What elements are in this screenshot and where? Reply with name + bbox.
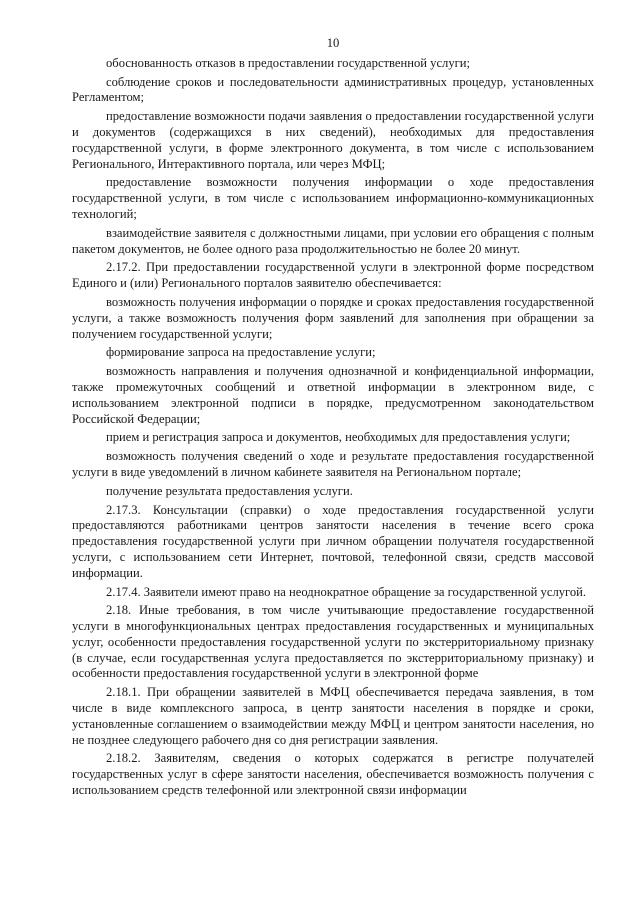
paragraph: 2.18. Иные требования, в том числе учитывающие предоставление государственной услуги в многофункциональных центрах предоставления государственных и муниципальных услуг, особенности предоставления государственной услуги по экстерриториальному признаку (в случае, если государственная услуга предоставляется по экстерриториальному признаку) и особенности предоставления государственной услуги в электронной форме bbox=[72, 603, 594, 681]
paragraph: получение результата предоставления услуги. bbox=[106, 483, 353, 498]
paragraph: 2.18.2. Заявителям, сведения о которых содержатся в регистре получателей государственных услуг в сфере занятости населения, обеспечивается возможность получения с использованием средств телефонной или электронной связи информации bbox=[72, 751, 594, 798]
paragraph: предоставление возможности подачи заявления о предоставлении государственной услуги и документов (содержащихся в них сведений), необходимых для предоставления государственной услуги, в форме электронного документа, в том числе с использованием Регионального, Интерактивного портала, или через МФЦ; bbox=[72, 109, 594, 171]
page-number: 10 bbox=[326, 36, 340, 50]
paragraph: 2.17.4. Заявители имеют право на неоднократное обращение за государственной услугой. bbox=[106, 584, 587, 599]
paragraph: формирование запроса на предоставление услуги; bbox=[106, 345, 376, 360]
paragraph: прием и регистрация запроса и документов, необходимых для предоставления услуги; bbox=[106, 430, 571, 445]
document-body bbox=[72, 56, 594, 799]
paragraph: соблюдение сроков и последовательности административных процедур, установленных Регламентом; bbox=[72, 74, 594, 105]
paragraph: взаимодействие заявителя с должностными лицами, при условии его обращения с полным пакетом документов, не более одного раза продолжительностью не более 20 минут. bbox=[72, 225, 594, 256]
paragraph: возможность получения информации о порядке и сроках предоставления государственной услуги, а также возможность получения форм заявлений для заполнения при обращении за получением государственной услуги; bbox=[72, 294, 594, 341]
paragraph: 2.17.3. Консультации (справки) о ходе предоставления государственной услуги предоставляются работниками центров занятости населения в течение всего срока предоставления государственной услуги при личном обращении получателя государственной услуги, с использованием сети Интернет, почтовой, телефонной связи, средств массовой информации. bbox=[72, 502, 594, 580]
paragraph: возможность направления и получения однозначной и конфиденциальной информации, также промежуточных сообщений и ответной информации в электронном виде, с использованием электронной подписи в порядке, предусмотренном законодательством Российской Федерации; bbox=[72, 364, 594, 426]
paragraph: 2.18.1. При обращении заявителей в МФЦ обеспечивается передача заявления, в том числе в виде комплексного запроса, в центр занятости населения в порядке и сроки, установленные соглашением о взаимодействии между МФЦ и центром занятости населения, но не позднее следующего рабочего дня со дня регистрации заявления. bbox=[72, 685, 594, 747]
paragraph: обоснованность отказов в предоставлении государственной услуги; bbox=[106, 55, 471, 70]
paragraph: 2.17.2. При предоставлении государственной услуги в электронной форме посредством Единого и (или) Регионального порталов заявителю обеспечивается: bbox=[72, 260, 594, 291]
paragraph: предоставление возможности получения информации о ходе предоставления государственной услуги, в том числе с использованием информационно-коммуникационных технологий; bbox=[72, 175, 594, 221]
paragraph: возможность получения сведений о ходе и результате предоставления государственной услуги в виде уведомлений в личном кабинете заявителя на Региональном портале; bbox=[72, 449, 594, 479]
